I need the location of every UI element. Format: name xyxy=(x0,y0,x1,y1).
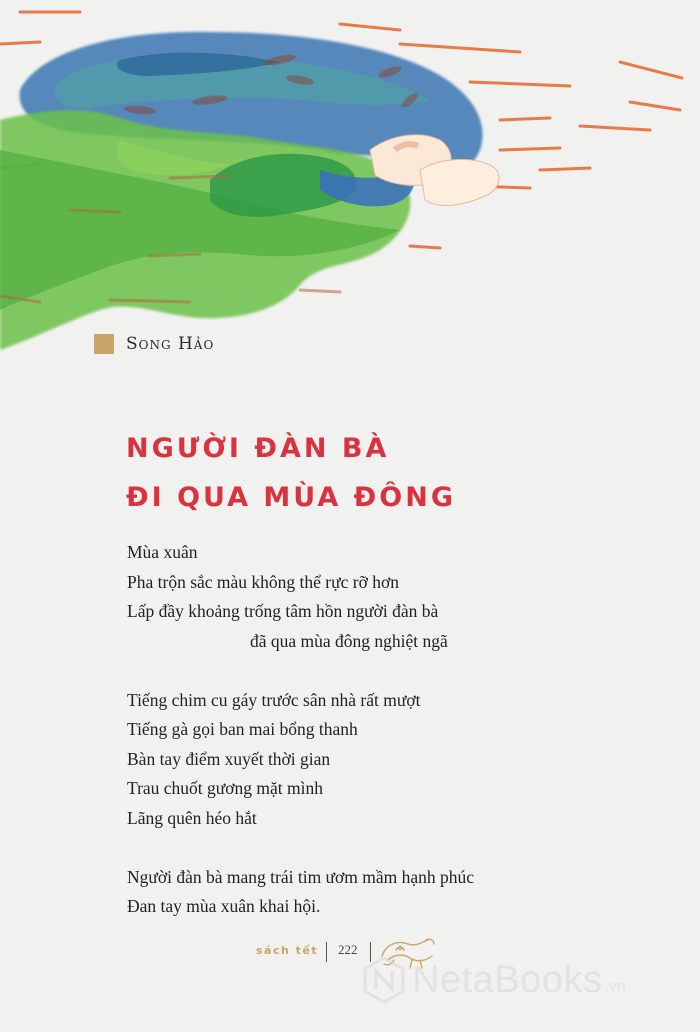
poem-line: Mùa xuân xyxy=(127,542,198,562)
poem-line: Lãng quên héo hắt xyxy=(127,807,257,828)
poem-stanza-1 xyxy=(127,538,474,656)
author-name: Song Hảo xyxy=(126,334,215,354)
netabooks-logo-icon xyxy=(362,956,406,1004)
watercolor-illustration xyxy=(0,0,700,360)
poem-line: Đan tay mùa xuân khai hội. xyxy=(127,896,321,916)
poem-line: Tiếng chim cu gáy trước sân nhà rất mượt xyxy=(127,689,421,710)
book-title: sách tết xyxy=(256,944,319,957)
footer-divider xyxy=(326,942,327,962)
author-square-marker xyxy=(94,334,114,354)
poem-stanza-2 xyxy=(127,686,474,834)
watermark xyxy=(362,956,626,1004)
poem-body xyxy=(127,538,474,951)
watermark-suffix: .vn xyxy=(604,978,626,995)
author-line xyxy=(94,334,214,354)
poem-line: Tiếng gà gọi ban mai bổng thanh xyxy=(127,719,358,739)
poem-line: Pha trộn sắc màu không thể rực rỡ hơn xyxy=(127,571,399,592)
title-line-1: NGƯỜI ĐÀN BÀ xyxy=(126,433,390,464)
poem-title xyxy=(126,424,456,522)
poem-line: Trau chuốt gương mặt mình xyxy=(127,778,324,798)
poem-line: Lấp đầy khoảng trống tâm hồn người đàn bà xyxy=(127,601,439,621)
page-number: 222 xyxy=(338,942,358,957)
poem-line: đã qua mùa đông nghiệt ngã xyxy=(250,630,448,651)
poem-line: Người đàn bà mang trái tim ươm mầm hạnh phúc xyxy=(127,866,475,887)
poem-line: Bàn tay điểm xuyết thời gian xyxy=(127,748,331,769)
poem-stanza-3 xyxy=(127,863,474,922)
watermark-brand: NetaBooks xyxy=(412,958,603,1001)
title-line-2: ĐI QUA MÙA ĐÔNG xyxy=(126,482,457,513)
